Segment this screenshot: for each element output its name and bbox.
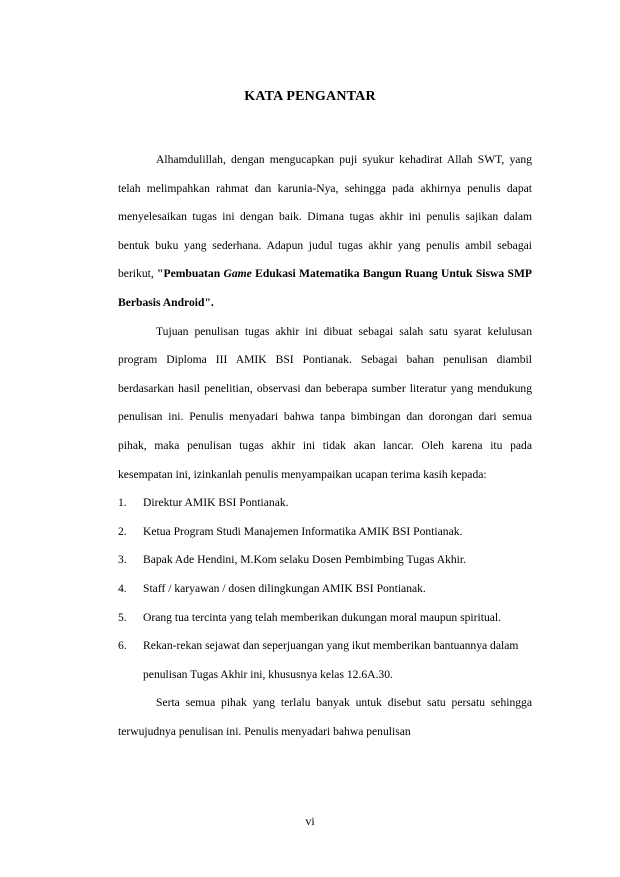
intro-text: Alhamdulillah, dengan mengucapkan puji syukur kehadirat Allah SWT, yang telah melimpahkan rahmat dan karunia-Nya, sehingga pada akhirnya penulis dapat menyelesaikan tugas ini dengan baik. Dimana tugas akhir ini penulis sajikan dalam bentuk buku yang sederhana. Adapun judul tugas akhir yang penulis ambil sebagai berikut, bbox=[118, 153, 532, 281]
list-number: 5. bbox=[118, 610, 127, 624]
list-text: Ketua Program Studi Manajemen Informatika AMIK BSI Pontianak. bbox=[143, 524, 463, 538]
list-item bbox=[118, 632, 532, 689]
list-number: 3. bbox=[118, 553, 127, 567]
list-number: 1. bbox=[118, 496, 127, 510]
thesis-title: "Pembuatan Game Edukasi Matematika Bangun Ruang Untuk Siswa SMP Berbasis Android". bbox=[118, 267, 532, 309]
page-number: vi bbox=[305, 814, 315, 828]
list-number: 6. bbox=[118, 639, 127, 653]
document-body bbox=[118, 146, 532, 746]
list-item bbox=[118, 546, 532, 575]
list-item bbox=[118, 604, 532, 633]
intro-paragraph bbox=[118, 146, 532, 318]
list-text: Direktur AMIK BSI Pontianak. bbox=[143, 496, 289, 510]
list-item bbox=[118, 489, 532, 518]
list-number: 4. bbox=[118, 581, 127, 595]
closing-paragraph: Serta semua pihak yang terlalu banyak untuk disebut satu persatu sehingga terwujudnya penulisan ini. Penulis menyadari bahwa penulisan bbox=[118, 696, 532, 738]
list-item bbox=[118, 575, 532, 604]
list-text: Orang tua tercinta yang telah memberikan dukungan moral maupun spiritual. bbox=[143, 610, 502, 624]
page-title: KATA PENGANTAR bbox=[244, 89, 376, 104]
list-text: Rekan-rekan sejawat dan seperjuangan yang ikut memberikan bantuannya dalam penulisan Tugas Akhir ini, khususnya kelas 12.6A.30. bbox=[143, 639, 519, 681]
list-number: 2. bbox=[118, 524, 127, 538]
list-item bbox=[118, 518, 532, 547]
list-text: Staff / karyawan / dosen dilingkungan AMIK BSI Pontianak. bbox=[143, 581, 426, 595]
purpose-paragraph: Tujuan penulisan tugas akhir ini dibuat sebagai salah satu syarat kelulusan program Diploma III AMIK BSI Pontianak. Sebagai bahan penulisan diambil berdasarkan hasil penelitian, observasi dan beberapa sumber literatur yang mendukung penulisan ini. Penulis menyadari bahwa tanpa bimbingan dan dorongan dari semua pihak, maka penulisan tugas akhir ini tidak akan lancar. Oleh karena itu pada kesempatan ini, izinkanlah penulis menyampaikan ucapan terima kasih kepada: bbox=[118, 324, 532, 481]
list-text: Bapak Ade Hendini, M.Kom selaku Dosen Pembimbing Tugas Akhir. bbox=[143, 553, 467, 567]
acknowledgement-list bbox=[118, 489, 532, 689]
thesis-title-italic: Game bbox=[223, 267, 252, 281]
